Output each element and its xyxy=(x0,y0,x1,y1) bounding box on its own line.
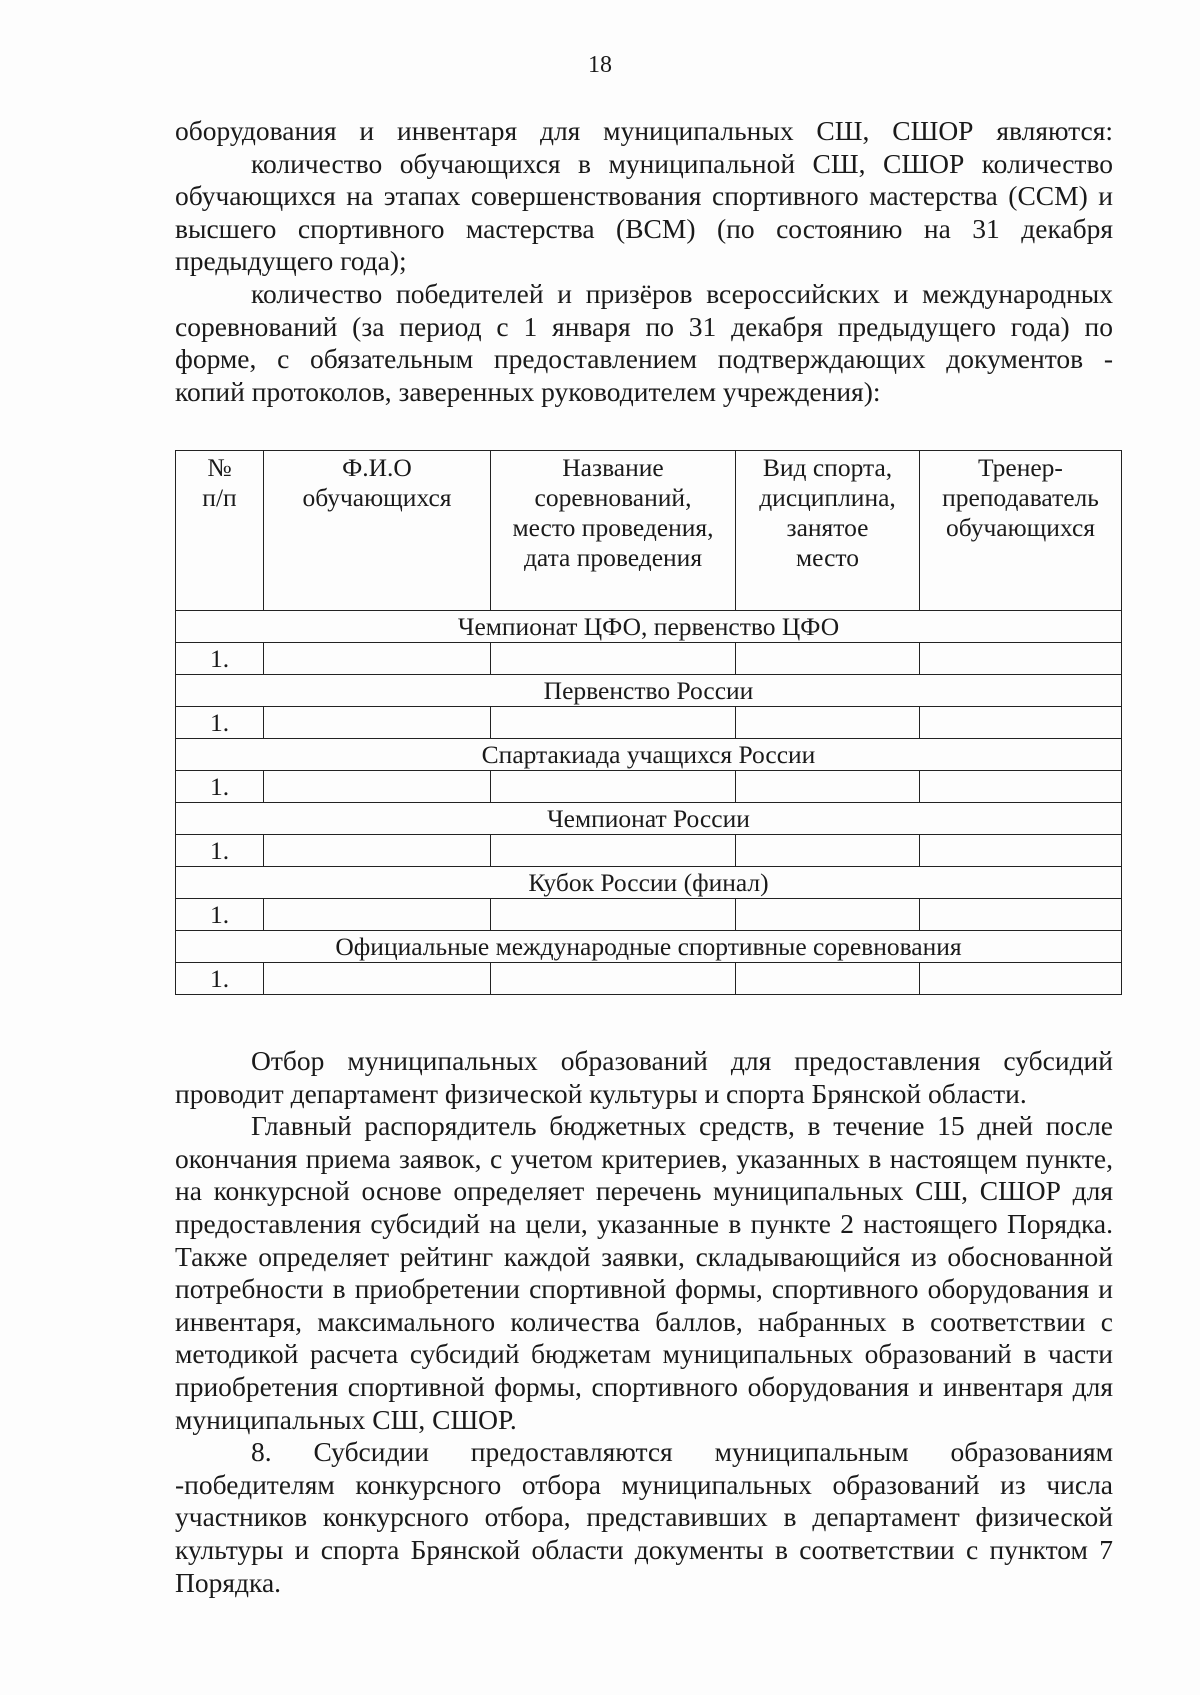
text-line: 8. Субсидии предоставляются муниципальным образованиям xyxy=(251,1436,1113,1468)
section-title: Официальные международные спортивные соревнования xyxy=(176,931,1122,963)
empty-cell xyxy=(264,643,491,675)
text-line: муниципальных СШ, СШОР. xyxy=(175,1403,517,1435)
text-line: культуры и спорта Брянской области документы в соответствии с пунктом 7 xyxy=(175,1533,1113,1565)
text-line: потребности в приобретении спортивной формы, спортивного оборудования и xyxy=(175,1273,1113,1305)
empty-cell xyxy=(264,963,491,995)
text-line: предоставления субсидий на цели, указанные в пункте 2 настоящего Порядка. xyxy=(175,1207,1113,1239)
table-row xyxy=(176,643,1122,675)
header-coach: Тренер- преподаватель обучающихся xyxy=(920,451,1122,611)
text-line: Отбор муниципальных образований для предоставления субсидий xyxy=(251,1045,1113,1076)
header-student-name: Ф.И.О обучающихся xyxy=(264,451,491,611)
section-title: Спартакиада учащихся России xyxy=(176,739,1122,771)
text-line: на конкурсной основе определяет перечень муниципальных СШ, СШОР для xyxy=(175,1175,1113,1207)
empty-cell xyxy=(264,899,491,931)
text-line: обучающихся на этапах совершенствования спортивного мастерства (ССМ) и xyxy=(175,180,1113,212)
empty-cell xyxy=(491,963,736,995)
text-line: окончания приема заявок, с учетом критериев, указанных в настоящем пункте, xyxy=(175,1142,1113,1174)
empty-cell xyxy=(920,899,1122,931)
text-line: оборудования и инвентаря для муниципальных СШ, СШОР являются: xyxy=(175,115,1113,146)
row-number: 1. xyxy=(176,643,264,675)
text-line: проводит департамент физической культуры и спорта Брянской области. xyxy=(175,1077,1027,1109)
empty-cell xyxy=(264,707,491,739)
text-line: методикой расчета субсидий бюджетам муниципальных образований в части xyxy=(175,1338,1113,1370)
table-row xyxy=(176,835,1122,867)
section-title: Чемпионат России xyxy=(176,803,1122,835)
row-number: 1. xyxy=(176,963,264,995)
text-line: приобретения спортивной формы, спортивного оборудования и инвентаря для xyxy=(175,1370,1113,1402)
text-line: инвентаря, максимального количества баллов, набранных в соответствии с xyxy=(175,1305,1113,1337)
text-line: соревнований (за период с 1 января по 31 декабря предыдущего года) по xyxy=(175,310,1113,342)
empty-cell xyxy=(736,963,920,995)
table-row xyxy=(176,963,1122,995)
text-line: копий протоколов, заверенных руководителем учреждения): xyxy=(175,375,881,407)
row-number: 1. xyxy=(176,771,264,803)
row-number: 1. xyxy=(176,835,264,867)
competition-results-table xyxy=(175,450,1122,995)
table-row xyxy=(176,899,1122,931)
header-number: № п/п xyxy=(176,451,264,611)
table-header-row xyxy=(176,451,1122,611)
empty-cell xyxy=(920,963,1122,995)
table-row xyxy=(176,771,1122,803)
text-line: предыдущего года); xyxy=(175,245,407,277)
empty-cell xyxy=(920,835,1122,867)
empty-cell xyxy=(920,707,1122,739)
text-line: Главный распорядитель бюджетных средств, в течение 15 дней после xyxy=(251,1110,1113,1142)
header-competition: Название соревнований, место проведения, дата проведения xyxy=(491,451,736,611)
empty-cell xyxy=(491,643,736,675)
empty-cell xyxy=(264,835,491,867)
empty-cell xyxy=(920,643,1122,675)
text-line: количество победителей и призёров всероссийских и международных xyxy=(251,277,1113,309)
text-line: количество обучающихся в муниципальной СШ, СШОР количество xyxy=(251,147,1113,179)
table-row xyxy=(176,707,1122,739)
empty-cell xyxy=(491,899,736,931)
text-line: участников конкурсного отбора, представивших в департамент физической xyxy=(175,1501,1113,1533)
text-line: Порядка. xyxy=(175,1566,282,1598)
empty-cell xyxy=(736,707,920,739)
row-number: 1. xyxy=(176,707,264,739)
row-number: 1. xyxy=(176,899,264,931)
section-row xyxy=(176,611,1122,643)
text-line: форме, с обязательным предоставлением подтверждающих документов - xyxy=(175,343,1113,375)
empty-cell xyxy=(920,771,1122,803)
empty-cell xyxy=(736,835,920,867)
empty-cell xyxy=(736,771,920,803)
page-number: 18 xyxy=(588,52,612,78)
section-row xyxy=(176,803,1122,835)
text-line: высшего спортивного мастерства (ВСМ) (по состоянию на 31 декабря xyxy=(175,212,1113,244)
section-row xyxy=(176,739,1122,771)
empty-cell xyxy=(491,771,736,803)
section-row xyxy=(176,867,1122,899)
empty-cell xyxy=(736,643,920,675)
empty-cell xyxy=(491,835,736,867)
text-line: Также определяет рейтинг каждой заявки, складывающийся из обоснованной xyxy=(175,1240,1113,1272)
empty-cell xyxy=(264,771,491,803)
empty-cell xyxy=(736,899,920,931)
empty-cell xyxy=(491,707,736,739)
section-title: Первенство России xyxy=(176,675,1122,707)
section-title: Чемпионат ЦФО, первенство ЦФО xyxy=(176,611,1122,643)
text-line: -победителям конкурсного отбора муниципальных образований из числа xyxy=(175,1468,1113,1500)
section-row xyxy=(176,675,1122,707)
intro-paragraphs xyxy=(175,115,1113,408)
section-title: Кубок России (финал) xyxy=(176,867,1122,899)
section-row xyxy=(176,931,1122,963)
header-sport: Вид спорта, дисциплина, занятое место xyxy=(736,451,920,611)
selection-paragraphs xyxy=(175,1045,1113,1599)
